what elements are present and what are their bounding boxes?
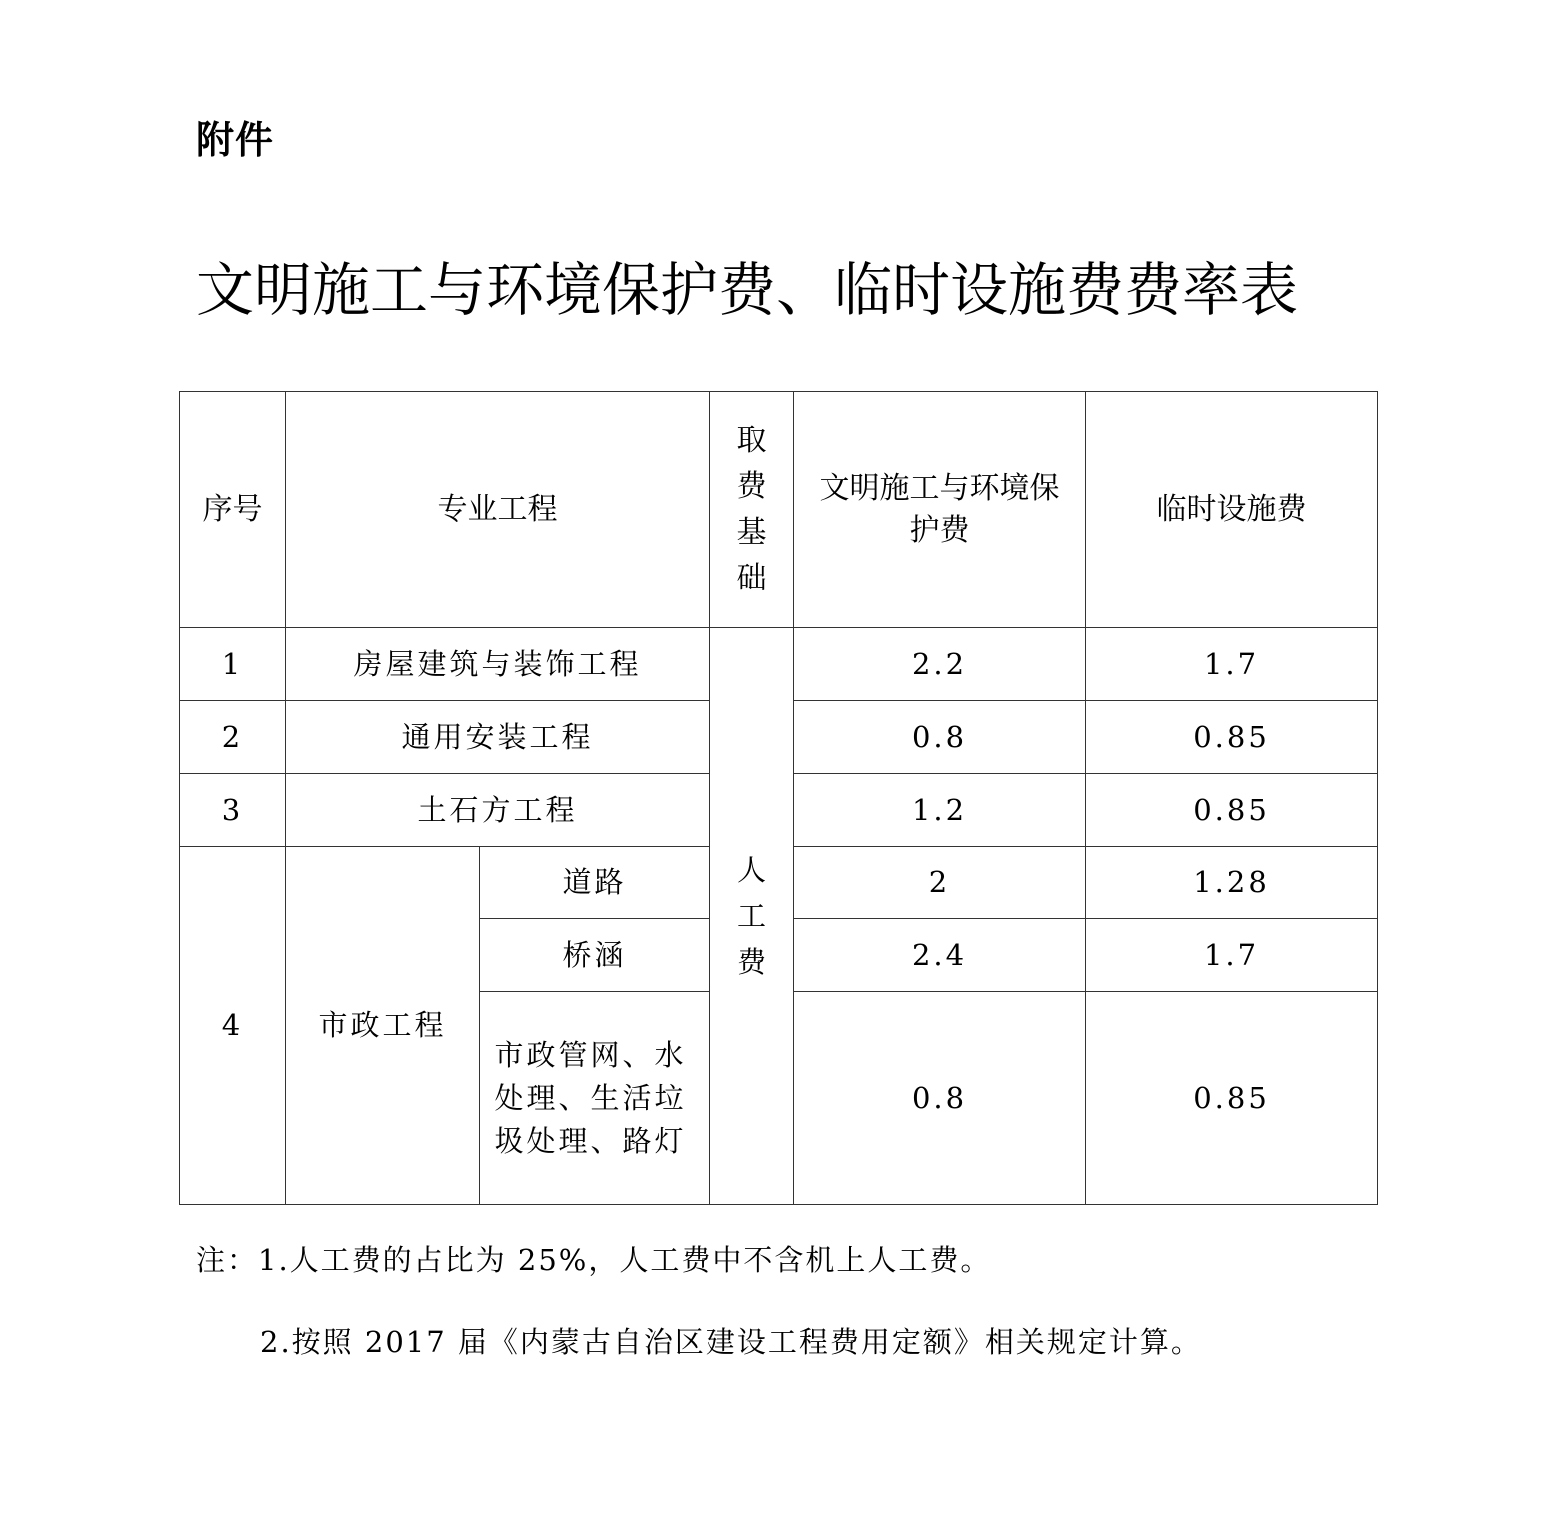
row-temporary: 1.7	[1086, 628, 1378, 701]
row-civilized: 2.4	[794, 919, 1086, 992]
table-row	[180, 628, 1378, 701]
row-subcategory: 市政管网、水处理、生活垃圾处理、路灯	[480, 992, 710, 1205]
row-subcategory: 桥涵	[480, 919, 710, 992]
header-basis: 取费基础	[710, 392, 794, 628]
header-temporary: 临时设施费	[1086, 392, 1378, 628]
row-civilized: 2	[794, 847, 1086, 919]
table-header-row	[180, 392, 1378, 628]
row-specialty: 市政工程	[286, 847, 480, 1205]
rate-table	[179, 391, 1378, 1205]
header-specialty: 专业工程	[286, 392, 710, 628]
basis-cell: 人工费	[710, 628, 794, 1205]
row-index: 1	[180, 628, 286, 701]
row-temporary: 0.85	[1086, 774, 1378, 847]
row-specialty: 通用安装工程	[286, 701, 710, 774]
row-subcategory: 道路	[480, 847, 710, 919]
row-specialty: 土石方工程	[286, 774, 710, 847]
header-civilized: 文明施工与环境保护费	[794, 392, 1086, 628]
row-civilized: 2.2	[794, 628, 1086, 701]
row-index: 4	[180, 847, 286, 1205]
document-title: 文明施工与环境保护费、临时设施费费率表	[196, 256, 1299, 324]
row-civilized: 0.8	[794, 992, 1086, 1205]
row-temporary: 0.85	[1086, 992, 1378, 1205]
row-specialty: 房屋建筑与装饰工程	[286, 628, 710, 701]
note-2: 2.按照 2017 届《内蒙古自治区建设工程费用定额》相关规定计算。	[260, 1325, 1202, 1359]
row-index: 3	[180, 774, 286, 847]
row-temporary: 0.85	[1086, 701, 1378, 774]
row-index: 2	[180, 701, 286, 774]
row-civilized: 0.8	[794, 701, 1086, 774]
header-index: 序号	[180, 392, 286, 628]
note-1: 注：1.人工费的占比为 25%，人工费中不含机上人工费。	[196, 1243, 992, 1277]
row-temporary: 1.7	[1086, 919, 1378, 992]
attachment-label: 附件	[196, 118, 275, 162]
row-civilized: 1.2	[794, 774, 1086, 847]
row-temporary: 1.28	[1086, 847, 1378, 919]
